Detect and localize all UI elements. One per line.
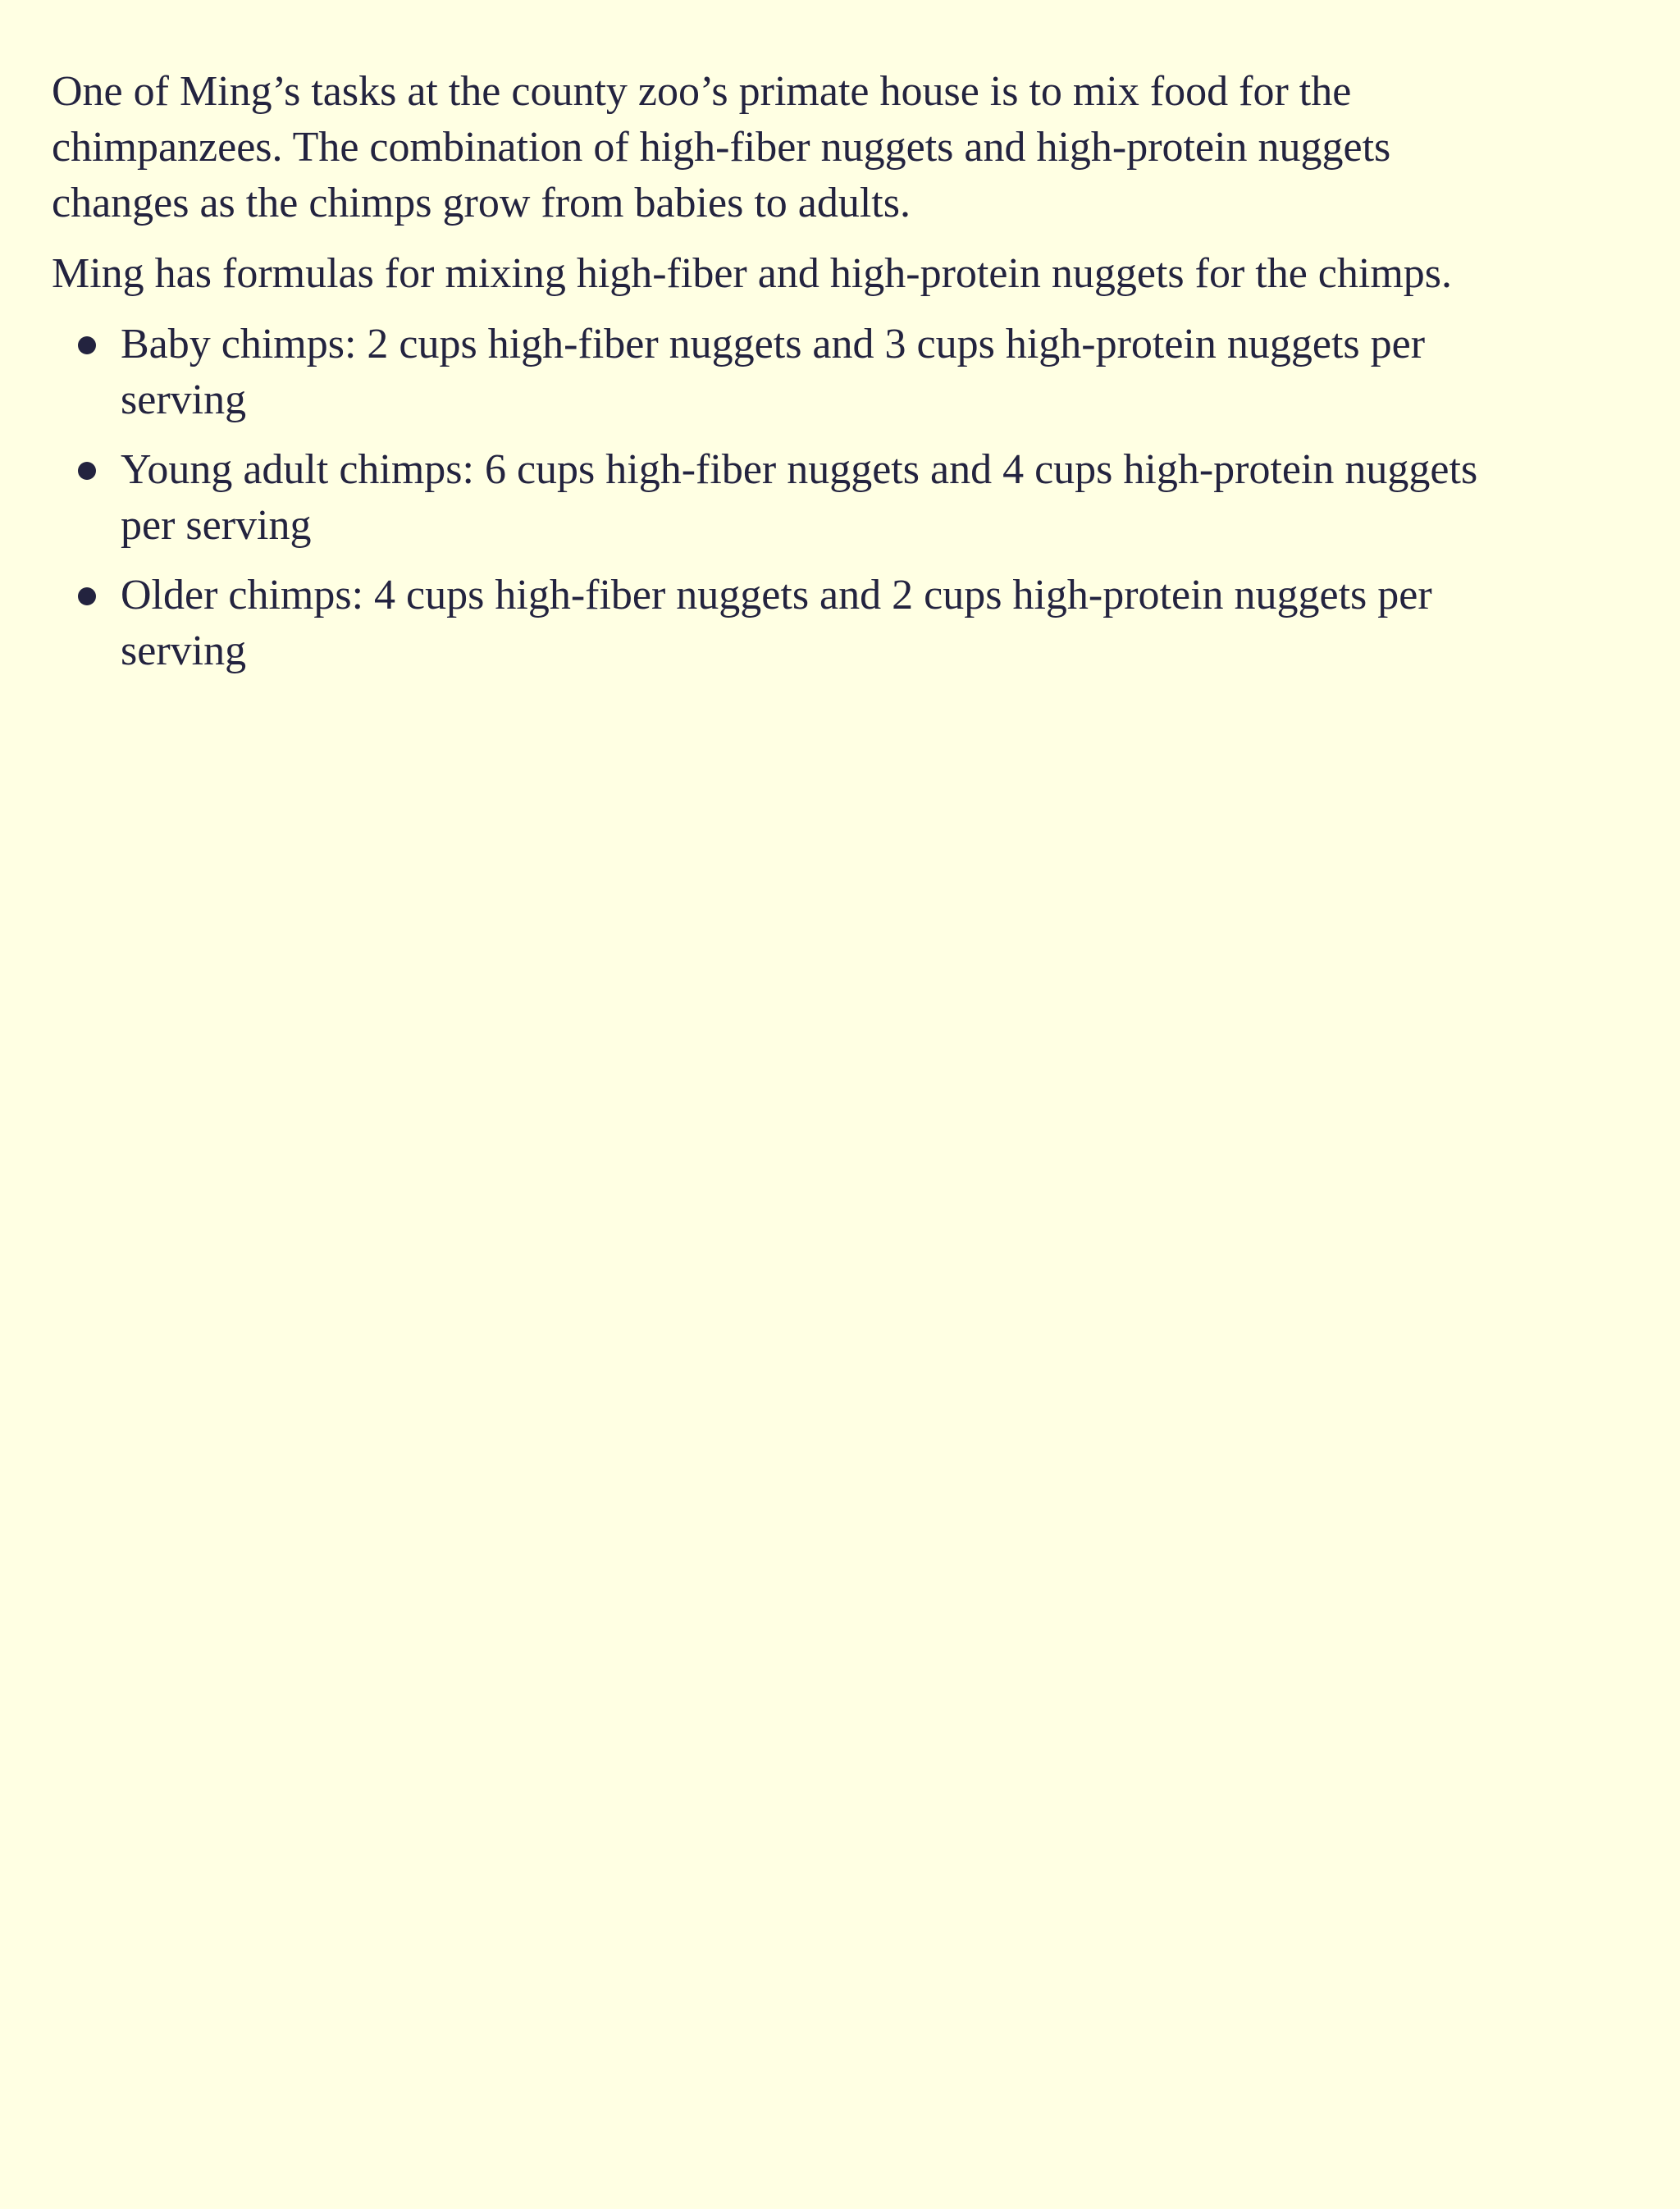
problem-text [52, 64, 1495, 693]
bullet-icon [78, 587, 96, 605]
intro-paragraph: One of Ming’s tasks at the county zoo’s primate house is to mix food for the chimpanzees. The combination of high-fiber nuggets and high-protein nuggets changes as the chimps grow from babies to adults. [52, 68, 1391, 226]
bullet-icon [78, 336, 96, 354]
formula-list [52, 317, 1495, 679]
list-item-text: Baby chimps: 2 cups high-fiber nuggets and 3 cups high-protein nuggets per serving [121, 321, 1426, 423]
list-item-text: Older chimps: 4 cups high-fiber nuggets and 2 cups high-protein nuggets per serving [121, 572, 1432, 674]
list-item-older-chimps [52, 568, 1495, 679]
list-item-young-adult-chimps [52, 442, 1495, 554]
list-item-text: Young adult chimps: 6 cups high-fiber nuggets and 4 cups high-protein nuggets per serving [121, 446, 1478, 549]
list-item-baby-chimps [52, 317, 1495, 428]
bullet-icon [78, 462, 96, 480]
formulas-paragraph: Ming has formulas for mixing high-fiber and high-protein nuggets for the chimps. [52, 250, 1453, 297]
